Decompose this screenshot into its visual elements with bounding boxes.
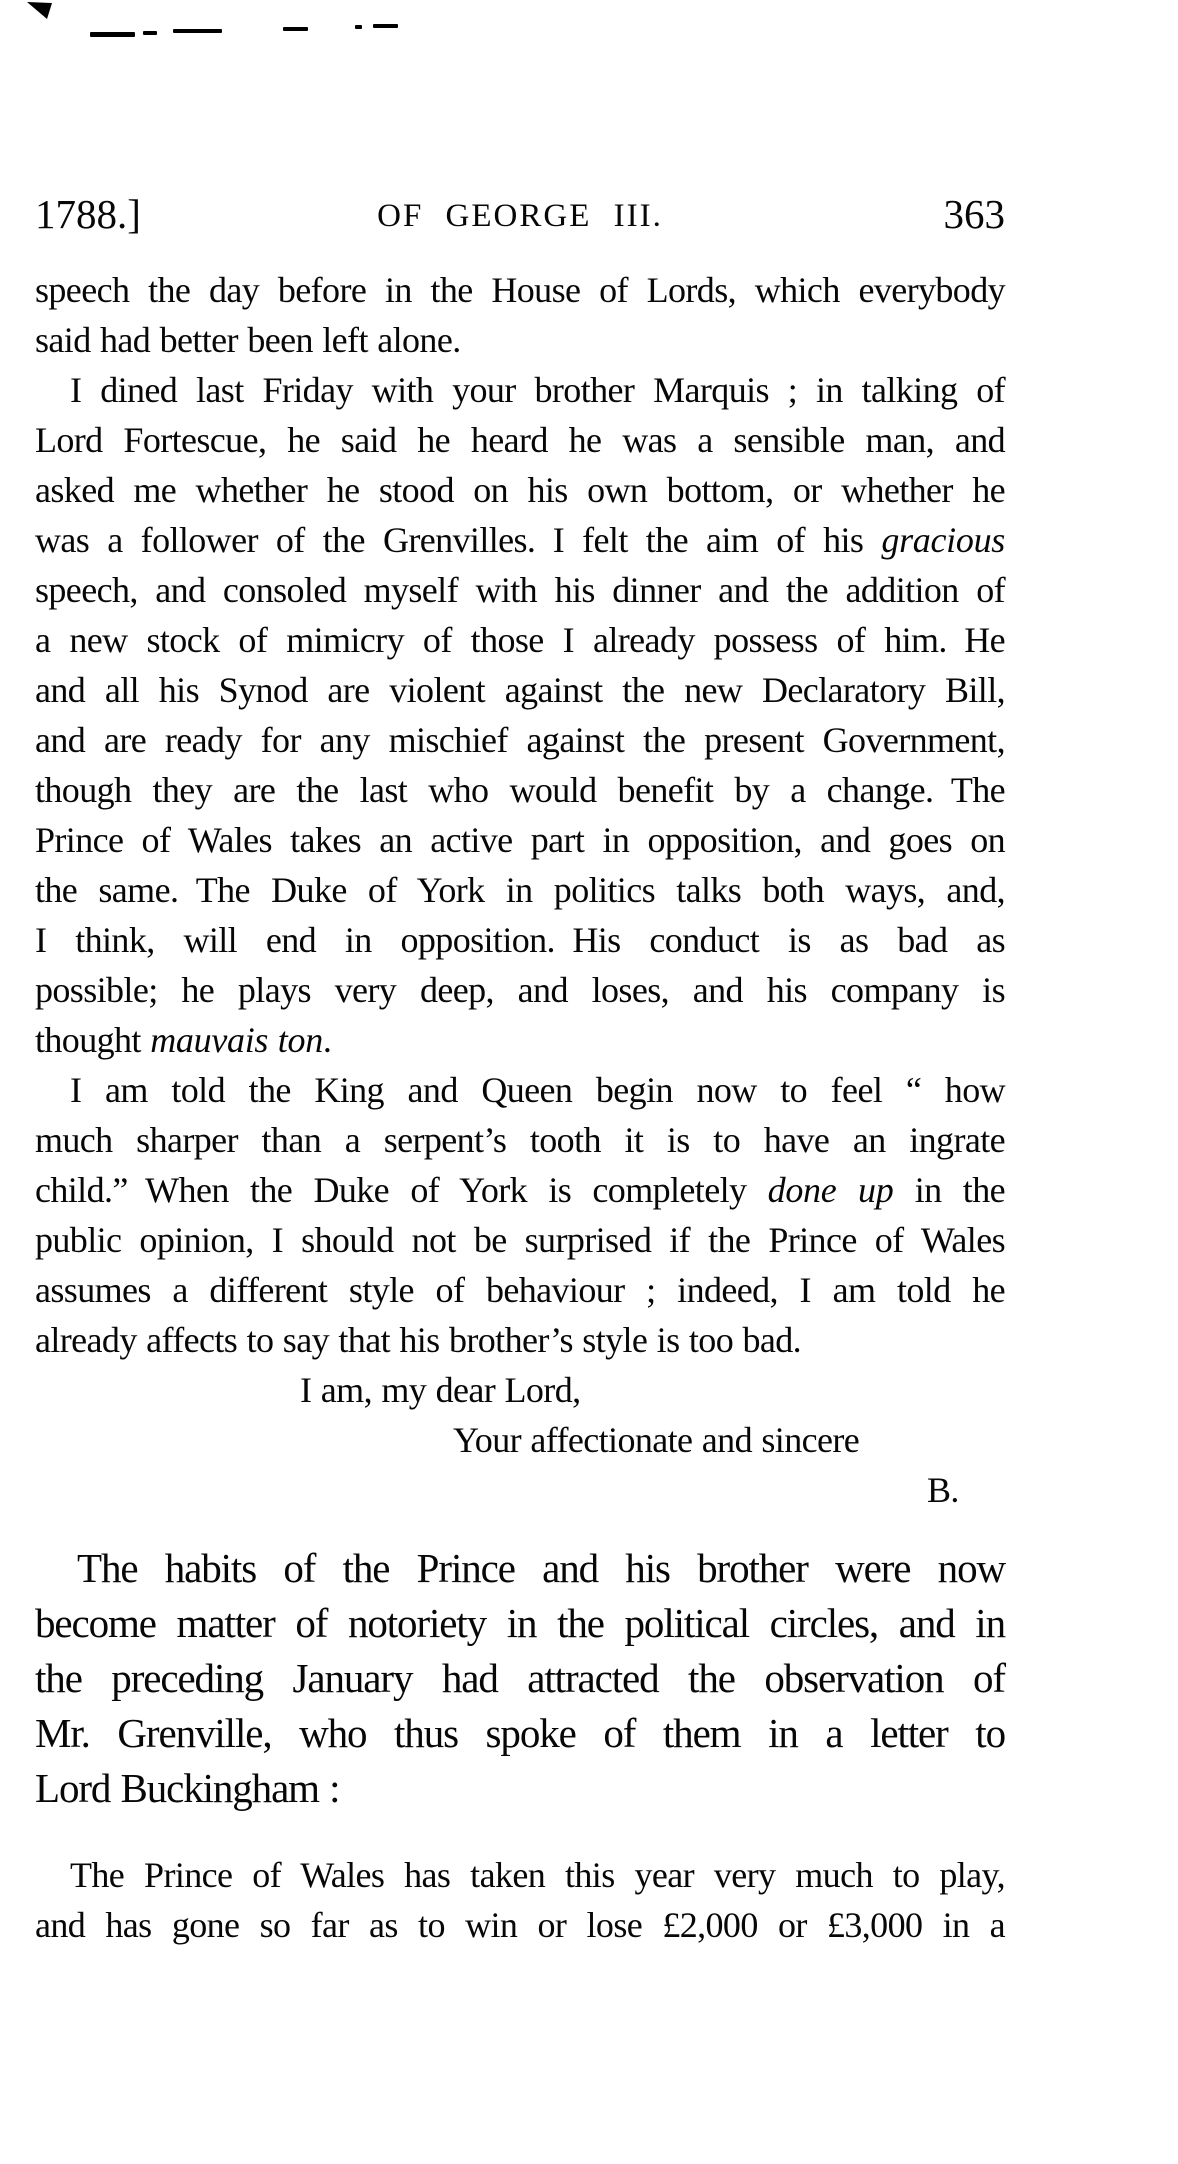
text-line (35, 1315, 1005, 1365)
scan-mark-dash-4 (283, 27, 308, 31)
text-segment: Mr. Grenville, who thus spoke of them in a letter to (35, 1710, 1005, 1756)
text-line (35, 1850, 1005, 1900)
quote-lines (35, 1850, 1005, 1950)
text-segment: . (322, 1020, 332, 1060)
text-line (35, 715, 1005, 765)
italic-text: mauvais ton (150, 1020, 323, 1060)
scan-mark-dash-1 (90, 32, 135, 37)
text-line (35, 1065, 1005, 1115)
text-segment: become matter of notoriety in the political circles, and in (35, 1600, 1005, 1646)
text-segment: speech the day before in the House of Lords, which everybody (35, 270, 1005, 310)
text-line (35, 915, 1005, 965)
page-number: 363 (943, 191, 1005, 237)
text-line (35, 1215, 1005, 1265)
italic-text: gracious (881, 520, 1005, 560)
text-line (35, 1761, 1005, 1816)
text-line (35, 515, 1005, 565)
text-segment: public opinion, I should not be surprised if the Prince of Wales (35, 1220, 1005, 1260)
text-line (35, 1900, 1005, 1950)
text-line (35, 565, 1005, 615)
text-segment: Lord Buckingham : (35, 1765, 340, 1811)
text-segment: I dined last Friday with your brother Marquis ; in talking of (70, 370, 1005, 410)
text-line (35, 1706, 1005, 1761)
text-line (35, 1596, 1005, 1651)
text-segment: the preceding January had attracted the observation of (35, 1655, 1005, 1701)
text-line (35, 765, 1005, 815)
scan-mark-dash-3 (173, 29, 222, 33)
text-line (35, 465, 1005, 515)
text-segment: already affects to say that his brother’s style is too bad. (35, 1320, 802, 1360)
text-segment: asked me whether he stood on his own bottom, or whether he (35, 470, 1005, 510)
text-segment: thought (35, 1020, 151, 1060)
scan-mark-triangle (27, 2, 52, 19)
text-segment: a new stock of mimicry of those I already possess of him. He (35, 620, 1005, 660)
text-line (35, 1165, 1005, 1215)
letter-closing-valediction: Your affectionate and sincere (453, 1420, 860, 1460)
text-segment: The habits of the Prince and his brother were now (77, 1545, 1005, 1591)
text-line (35, 1015, 1005, 1065)
scan-mark-dash-2 (143, 31, 157, 35)
year-label: 1788.] (35, 191, 141, 237)
quoted-letter-start (35, 1850, 1005, 1950)
text-line (35, 965, 1005, 1015)
letter-signature: B. (927, 1470, 959, 1510)
narrative-paragraph (35, 1541, 1005, 1816)
running-title: OF GEORGE III. (377, 198, 663, 234)
text-segment: was a follower of the Grenvilles. I felt the aim of his (35, 520, 882, 560)
text-segment: Lord Fortescue, he said he heard he was a sensible man, and (35, 420, 1005, 460)
text-segment: said had better been left alone. (35, 320, 461, 360)
text-line (35, 315, 1005, 365)
text-line (35, 815, 1005, 865)
text-line (35, 665, 1005, 715)
letter-closing-salutation: I am, my dear Lord, (300, 1370, 581, 1410)
text-line (35, 615, 1005, 665)
text-segment: and are ready for any mischief against the present Government, (35, 720, 1005, 760)
text-segment: I am told the King and Queen begin now to feel “ how (70, 1070, 1005, 1110)
text-segment: much sharper than a serpent’s tooth it is to have an ingrate (35, 1120, 1005, 1160)
text-segment: The Prince of Wales has taken this year very much to play, (70, 1855, 1005, 1895)
narrative-lines (35, 1541, 1005, 1816)
text-line (35, 1115, 1005, 1165)
text-line (35, 865, 1005, 915)
letter-paragraphs (35, 265, 1005, 1365)
text-line (35, 415, 1005, 465)
scan-mark-dash-5 (355, 25, 362, 29)
text-line (35, 1541, 1005, 1596)
text-line (35, 1651, 1005, 1706)
text-segment: child.” When the Duke of York is completely (35, 1170, 768, 1210)
text-segment: and has gone so far as to win or lose £2,000 or £3,000 in a (35, 1905, 1005, 1945)
text-line (35, 1265, 1005, 1315)
italic-text: done up (767, 1170, 894, 1210)
text-segment: and all his Synod are violent against the new Declaratory Bill, (35, 670, 1005, 710)
text-segment: Prince of Wales takes an active part in opposition, and goes on (35, 820, 1005, 860)
text-line (35, 265, 1005, 315)
text-segment: though they are the last who would benefit by a change. The (35, 770, 1005, 810)
text-segment: speech, and consoled myself with his dinner and the addition of (35, 570, 1005, 610)
text-segment: assumes a different style of behaviour ; indeed, I am told he (35, 1270, 1005, 1310)
text-segment: in the (893, 1170, 1005, 1210)
running-head (35, 193, 1005, 239)
scan-mark-dash-6 (373, 24, 398, 28)
text-line (35, 365, 1005, 415)
letter-body (35, 265, 1005, 1515)
text-segment: the same. The Duke of York in politics talks both ways, and, (35, 870, 1005, 910)
text-segment: possible; he plays very deep, and loses, and his company is (35, 970, 1005, 1010)
text-segment: I think, will end in opposition. His conduct is as bad as (35, 920, 1005, 960)
